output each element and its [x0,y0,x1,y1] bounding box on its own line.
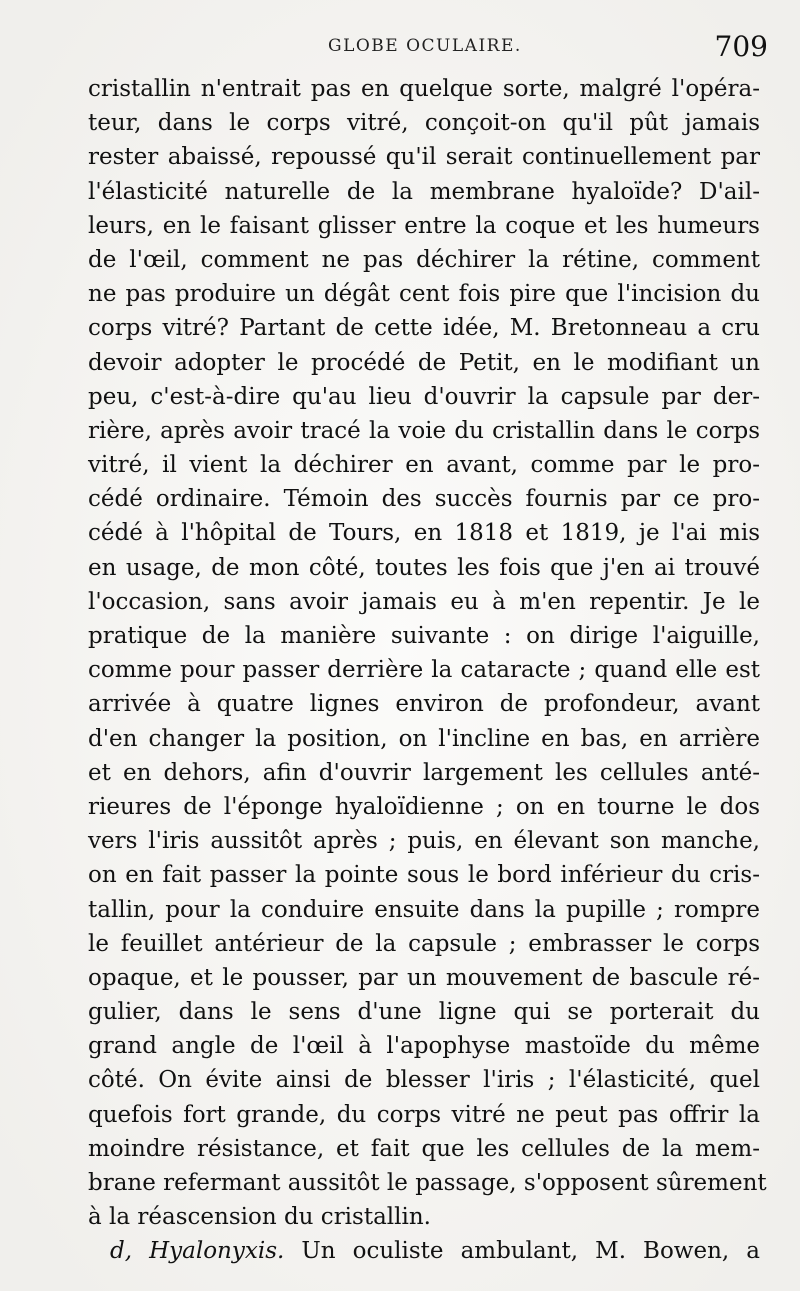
text-line: devoir adopter le procédé de Petit, en le modifiant un [88,349,760,376]
section-title-hyalonyxis: d, Hyalonyxis. [110,1238,285,1265]
text-line: grand angle de l'œil à l'apophyse mastoïde du même [88,1033,760,1060]
text-line: corps vitré? Partant de cette idée, M. Bretonneau a cru [88,315,760,342]
text-line: vitré, il vient la déchirer en avant, comme par le pro- [88,452,760,479]
section-heading-line [88,1234,760,1268]
text-line: pratique de la manière suivante : on dirige l'aiguille, [88,623,760,649]
paragraph-end-line: à la réascension du cristallin. [88,1204,431,1231]
text-line: cristallin n'entrait pas en quelque sorte, malgré l'opéra- [88,76,760,102]
section-intro-text: Un oculiste ambulant, M. Bowen, a [284,1238,760,1265]
text-line: et en dehors, afin d'ouvrir largement les cellules anté- [88,759,760,786]
text-line: opaque, et le pousser, par un mouvement de bascule ré- [88,964,760,991]
text-line: le feuillet antérieur de la capsule ; embrasser le corps [88,930,760,957]
text-line: d'en changer la position, on l'incline en bas, en arrière [88,725,760,752]
running-head: GLOBE OCULAIRE. [328,36,522,56]
text-line: l'élasticité naturelle de la membrane hyaloïde? D'ail- [88,178,760,205]
text-line: cédé à l'hôpital de Tours, en 1818 et 1819, je l'ai mis [88,520,760,547]
text-line: ne pas produire un dégât cent fois pire que l'incision du [88,281,760,308]
text-line: arrivée à quatre lignes environ de profondeur, avant [88,691,760,718]
page-number: 709 [714,30,768,63]
body-text [88,72,767,1269]
text-line: rester abaissé, repoussé qu'il serait continuellement par [88,144,760,171]
text-line: comme pour passer derrière la cataracte ; quand elle est [88,657,760,684]
text-line: teur, dans le corps vitré, conçoit-on qu'il pût jamais [88,110,760,137]
text-line: moindre résistance, et fait que les cellules de la mem- [88,1135,760,1162]
text-line: vers l'iris aussitôt après ; puis, en élevant son manche, [88,828,760,855]
text-line: l'occasion, sans avoir jamais eu à m'en repentir. Je le [88,588,760,615]
text-line: de l'œil, comment ne pas déchirer la rétine, comment [88,246,760,273]
text-line: rieures de l'éponge hyaloïdienne ; on en tourne le dos [88,793,760,820]
text-line: cédé ordinaire. Témoin des succès fournis par ce pro- [88,486,760,513]
text-line: on en fait passer la pointe sous le bord inférieur du cris- [88,862,760,889]
text-line: peu, c'est-à-dire qu'au lieu d'ouvrir la capsule par der- [88,383,760,410]
text-line: quefois fort grande, du corps vitré ne peut pas offrir la [88,1101,760,1128]
text-line: gulier, dans le sens d'une ligne qui se porterait du [88,999,760,1026]
page-header [88,30,774,64]
text-line: tallin, pour la conduire ensuite dans la pupille ; rompre [88,896,760,923]
text-line: leurs, en le faisant glisser entre la coque et les humeurs [88,212,760,239]
text-line: rière, après avoir tracé la voie du cristallin dans le corps [88,417,760,444]
text-line: côté. On évite ainsi de blesser l'iris ; l'élasticité, quel [88,1067,760,1094]
text-line: en usage, de mon côté, toutes les fois que j'en ai trouvé [88,554,760,581]
text-line: brane refermant aussitôt le passage, s'opposent sûrement [88,1170,767,1196]
